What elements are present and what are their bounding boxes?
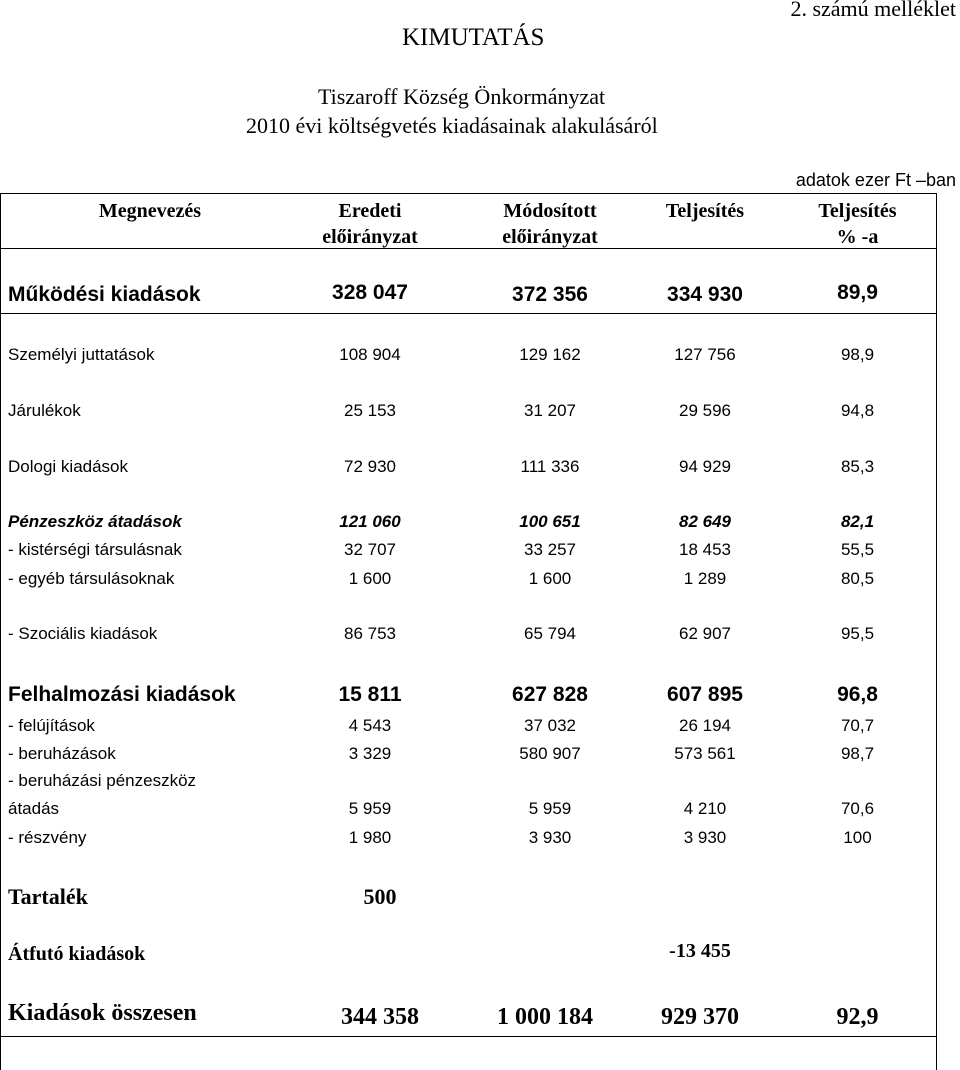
value-actual: 573 561	[674, 744, 736, 763]
value-actual: 29 596	[679, 401, 731, 420]
value-modified: 1 000 184	[497, 1004, 593, 1030]
value-modified: 65 794	[524, 624, 576, 643]
row-label: - felújítások	[8, 716, 95, 735]
document-title: KIMUTATÁS	[402, 24, 545, 51]
bottom-row-border	[0, 1036, 936, 1037]
row-label: Pénzeszköz átadások	[8, 512, 182, 531]
subtitle-municipality: Tiszaroff Község Önkormányzat	[318, 84, 606, 109]
value-original: 1 600	[348, 569, 392, 588]
row-label-line1: - beruházási pénzeszköz	[8, 771, 197, 790]
column-header-modified-line1: Módosított	[503, 200, 597, 222]
value-modified: 100 651	[519, 512, 581, 531]
value-percent: 98,9	[840, 345, 875, 364]
value-modified: 372 356	[512, 283, 588, 306]
value-actual: 607 895	[667, 683, 743, 706]
value-original: 500	[363, 884, 397, 909]
value-original: 328 047	[332, 281, 408, 304]
table-right-border	[936, 193, 937, 1070]
value-actual: -13 455	[669, 940, 731, 962]
column-header-modified	[470, 198, 630, 250]
value-original: 3 329	[348, 744, 392, 763]
row-label: Kiadások összesen	[8, 1000, 197, 1026]
value-percent: 100	[843, 828, 872, 847]
value-actual: 82 649	[679, 512, 731, 531]
value-modified: 129 162	[519, 345, 581, 364]
row-label: Felhalmozási kiadások	[8, 683, 236, 706]
value-actual: 334 930	[667, 283, 743, 306]
value-actual: 127 756	[674, 345, 736, 364]
value-actual: 3 930	[683, 828, 727, 847]
value-original: 1 980	[348, 828, 392, 847]
row-label: - beruházások	[8, 744, 116, 763]
value-original: 25 153	[344, 401, 396, 420]
value-original: 121 060	[339, 512, 401, 531]
value-original: 5 959	[348, 799, 392, 818]
value-percent: 89,9	[837, 281, 878, 304]
row-label: - kistérségi társulásnak	[8, 540, 182, 559]
value-modified: 31 207	[524, 401, 576, 420]
unit-note: adatok ezer Ft –ban	[795, 170, 956, 190]
value-modified: 3 930	[528, 828, 572, 847]
value-modified: 1 600	[528, 569, 572, 588]
value-percent: 94,8	[840, 401, 875, 420]
row-label: Személyi juttatások	[8, 345, 155, 364]
annex-label: 2. számú melléklet	[790, 0, 956, 21]
value-percent: 98,7	[840, 744, 875, 763]
table-top-border	[0, 193, 936, 194]
value-modified: 627 828	[512, 683, 588, 706]
value-percent: 96,8	[837, 683, 878, 706]
row-label: Dologi kiadások	[8, 457, 129, 476]
value-modified: 37 032	[524, 716, 576, 735]
value-percent: 85,3	[840, 457, 875, 476]
value-modified: 111 336	[520, 457, 580, 476]
row-label-line2: átadás	[8, 799, 60, 818]
value-actual: 4 210	[683, 799, 727, 818]
value-percent: 70,7	[840, 716, 875, 735]
value-modified: 33 257	[524, 540, 576, 559]
row-label: Működési kiadások	[8, 283, 201, 306]
column-header-percent-line2: % -a	[836, 226, 879, 248]
value-original: 72 930	[344, 457, 396, 476]
value-original: 86 753	[344, 624, 396, 643]
row-label: - Szociális kiadások	[8, 624, 158, 643]
value-percent: 70,6	[840, 799, 875, 818]
value-original: 4 543	[348, 716, 392, 735]
value-original: 15 811	[338, 683, 402, 706]
subtitle-budget: 2010 évi költségvetés kiadásainak alakulásáról	[246, 113, 658, 138]
value-modified: 580 907	[519, 744, 581, 763]
value-actual: 26 194	[679, 716, 731, 735]
column-header-actual: Teljesítés	[665, 200, 745, 222]
value-actual: 18 453	[679, 540, 731, 559]
value-original: 32 707	[344, 540, 396, 559]
value-percent: 82,1	[840, 512, 875, 531]
value-percent: 55,5	[840, 540, 875, 559]
row-label: Tartalék	[8, 884, 88, 909]
column-header-name: Megnevezés	[98, 200, 202, 222]
column-header-original	[300, 198, 440, 250]
row-label: Átfutó kiadások	[8, 943, 146, 965]
value-modified: 5 959	[528, 799, 572, 818]
value-actual: 94 929	[679, 457, 731, 476]
value-original: 108 904	[339, 345, 401, 364]
value-percent: 92,9	[836, 1004, 879, 1030]
column-header-percent-line1: Teljesítés	[818, 200, 897, 222]
row-label: - részvény	[8, 828, 87, 847]
column-header-original-line1: Eredeti	[338, 200, 402, 222]
value-percent: 80,5	[840, 569, 875, 588]
value-percent: 95,5	[840, 624, 875, 643]
value-actual: 1 289	[683, 569, 727, 588]
value-actual: 929 370	[661, 1004, 739, 1030]
column-header-original-line2: előirányzat	[322, 226, 418, 248]
column-header-modified-line2: előirányzat	[502, 226, 598, 248]
row-label: - egyéb társulásoknak	[8, 569, 175, 588]
table-left-border	[0, 193, 1, 1070]
value-actual: 62 907	[679, 624, 731, 643]
row-label: Járulékok	[8, 401, 81, 420]
column-header-percent	[780, 198, 935, 250]
value-original: 344 358	[341, 1004, 419, 1030]
first-row-border	[0, 313, 936, 314]
